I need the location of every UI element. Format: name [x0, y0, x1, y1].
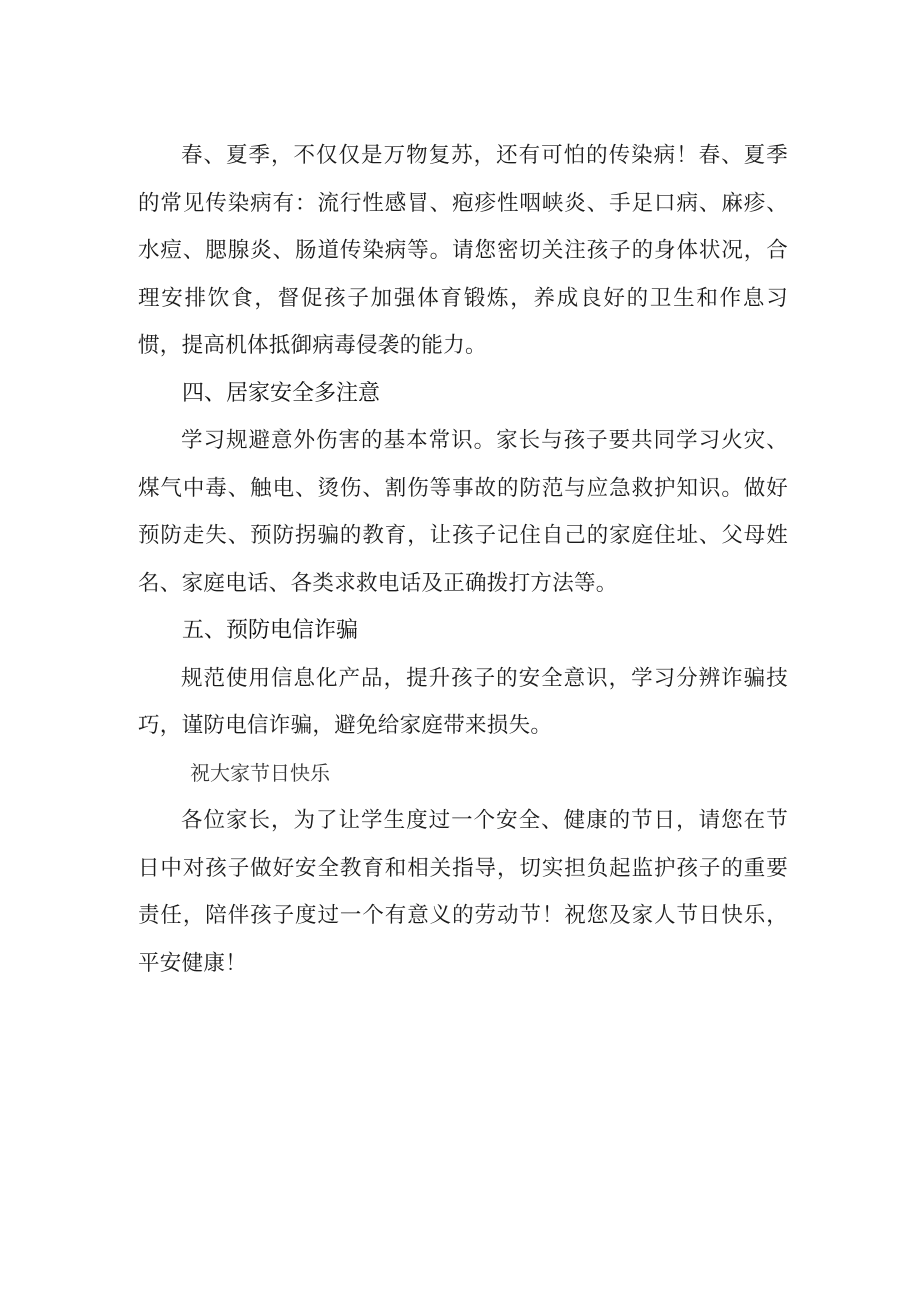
intro-paragraph: 春、夏季，不仅仅是万物复苏，还有可怕的传染病！春、夏季的常见传染病有：流行性感冒、疱疹性咽峡炎、手足口病、麻疹、水痘、腮腺炎、肠道传染病等。请您密切关注孩子的身体状况，合理安排饮食，督促孩子加强体育锻炼，养成良好的卫生和作息习惯，提高机体抵御病毒侵袭的能力。: [138, 143, 788, 358]
closing-line: 祝大家节日快乐: [190, 760, 330, 785]
final-paragraph: 各位家长，为了让学生度过一个安全、健康的节日，请您在节日中对孩子做好安全教育和相关指导，切实担负起监护孩子的重要责任，陪伴孩子度过一个有意义的劳动节！祝您及家人节日快乐，平安健康！: [138, 808, 788, 976]
section-5-body: 规范使用信息化产品，提升孩子的安全意识，学习分辨诈骗技巧，谨防电信诈骗，避免给家庭带来损失。: [138, 665, 788, 738]
section-4-heading: 四、居家安全多注意: [182, 380, 381, 406]
section-5-heading: 五、预防电信诈骗: [182, 618, 359, 643]
document-body: [138, 132, 788, 987]
section-4-body: 学习规避意外伤害的基本常识。家长与孩子要共同学习火灾、煤气中毒、触电、烫伤、割伤等事故的防范与应急救护知识。做好预防走失、预防拐骗的教育，让孩子记住自己的家庭住址、父母姓名、家庭电话、各类求救电话及正确拨打方法等。: [138, 428, 788, 596]
